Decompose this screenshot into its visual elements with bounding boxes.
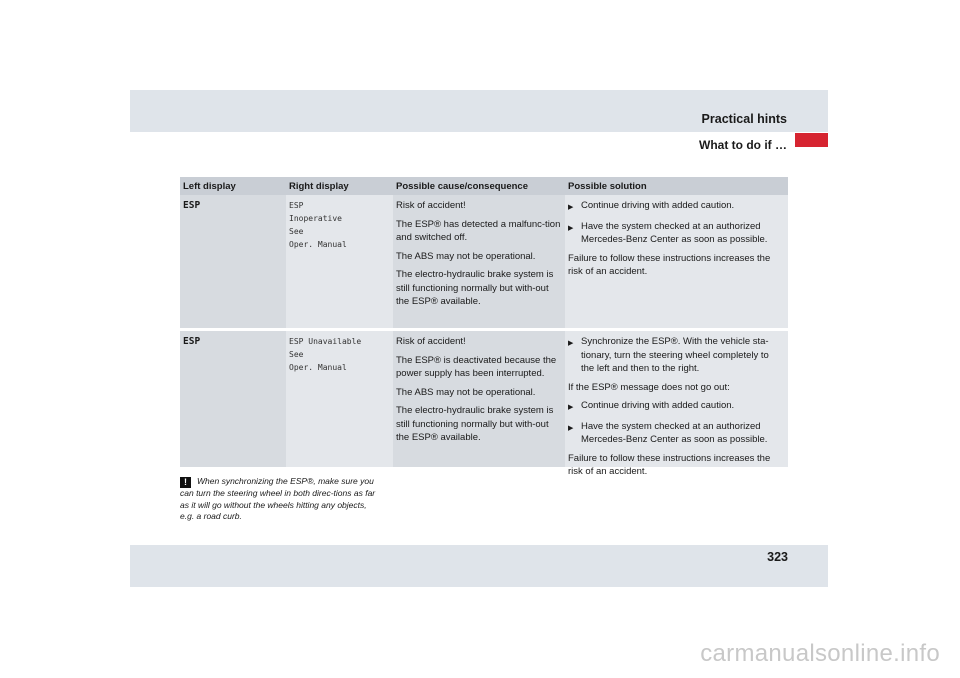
solution-step	[568, 420, 784, 447]
left-display-text: ESP	[183, 336, 201, 347]
right-display-cell	[286, 195, 393, 328]
solution-warning-text: Failure to follow these instructions increases the risk of an accident.	[568, 252, 771, 277]
cause-text: Risk of accident!	[396, 336, 466, 347]
right-display-cell	[286, 331, 393, 467]
right-display-line: Oper. Manual	[289, 240, 347, 249]
column-header: Possible solution	[568, 181, 647, 192]
cause-cell	[393, 195, 565, 328]
table-header-row	[180, 177, 788, 195]
solution-cell	[565, 331, 788, 477]
solution-step-text: Continue driving with added caution.	[581, 200, 735, 211]
right-display-line: ESP	[289, 201, 304, 210]
solution-step-text: Have the system checked at an authorized Mercedes-Benz Center as soon as possible.	[581, 220, 768, 245]
solution-warning-text: Failure to follow these instructions increases the risk of an accident.	[568, 452, 771, 477]
solution-step	[568, 335, 784, 376]
solution-cell	[565, 195, 788, 328]
caution-note-text: When synchronizing the ESP®, make sure you can turn the steering wheel in both direc-tions as far as it will go without the wheels hitting any objects, e.g. a road curb.	[180, 476, 376, 521]
column-header: Left display	[183, 181, 236, 192]
solution-step	[568, 399, 784, 415]
display-messages-table	[180, 177, 788, 477]
cause-text: The ESP® is deactivated because the power supply has been interrupted.	[396, 354, 557, 379]
caution-note	[180, 476, 380, 523]
right-display-line: See	[289, 350, 304, 359]
cause-text: The electro-hydraulic brake system is still functioning normally but with-out the ESP® available.	[396, 405, 554, 443]
right-display-line: ESP Unavailable	[289, 337, 362, 346]
bullet-triangle-icon: ▶	[568, 424, 574, 432]
section-title: Practical hints	[701, 112, 787, 126]
column-header: Right display	[289, 181, 349, 192]
solution-step	[568, 199, 784, 215]
cause-text: The electro-hydraulic brake system is still functioning normally but with-out the ESP® available.	[396, 269, 554, 307]
solution-step-text: Have the system checked at an authorized Mercedes-Benz Center as soon as possible.	[581, 420, 768, 445]
watermark-text: carmanualsonline.info	[700, 640, 940, 667]
left-display-cell	[180, 331, 286, 467]
subsection-title: What to do if …	[699, 138, 787, 152]
cause-cell	[393, 331, 565, 467]
solution-step	[568, 220, 784, 247]
cause-text: Risk of accident!	[396, 200, 466, 211]
solution-step-text: Synchronize the ESP®. With the vehicle sta-tionary, turn the steering wheel completely to the left and then to the right.	[581, 336, 769, 374]
footer-band	[130, 545, 828, 587]
column-header: Possible cause/consequence	[396, 181, 529, 192]
cause-text: The ABS may not be operational.	[396, 386, 536, 398]
bullet-triangle-icon: ▶	[568, 404, 574, 411]
left-display-cell	[180, 195, 286, 328]
chapter-tab-marker	[795, 133, 828, 147]
solution-step-text: Continue driving with added caution.	[581, 400, 735, 411]
bullet-triangle-icon: ▶	[568, 340, 574, 347]
bullet-triangle-icon: ▶	[568, 224, 574, 232]
cause-text: The ESP® has detected a malfunc-tion and switched off.	[396, 218, 561, 243]
table-row	[180, 195, 788, 328]
left-display-text: ESP	[183, 200, 201, 211]
right-display-line: Oper. Manual	[289, 363, 347, 372]
warning-icon: !	[180, 477, 191, 488]
right-display-line: See	[289, 227, 304, 236]
right-display-line: Inoperative	[289, 214, 342, 223]
cause-text: The ABS may not be operational.	[396, 250, 536, 262]
bullet-triangle-icon: ▶	[568, 204, 574, 211]
table-row	[180, 331, 788, 477]
solution-condition-text: If the ESP® message does not go out:	[568, 381, 730, 393]
page-number: 323	[767, 550, 788, 564]
